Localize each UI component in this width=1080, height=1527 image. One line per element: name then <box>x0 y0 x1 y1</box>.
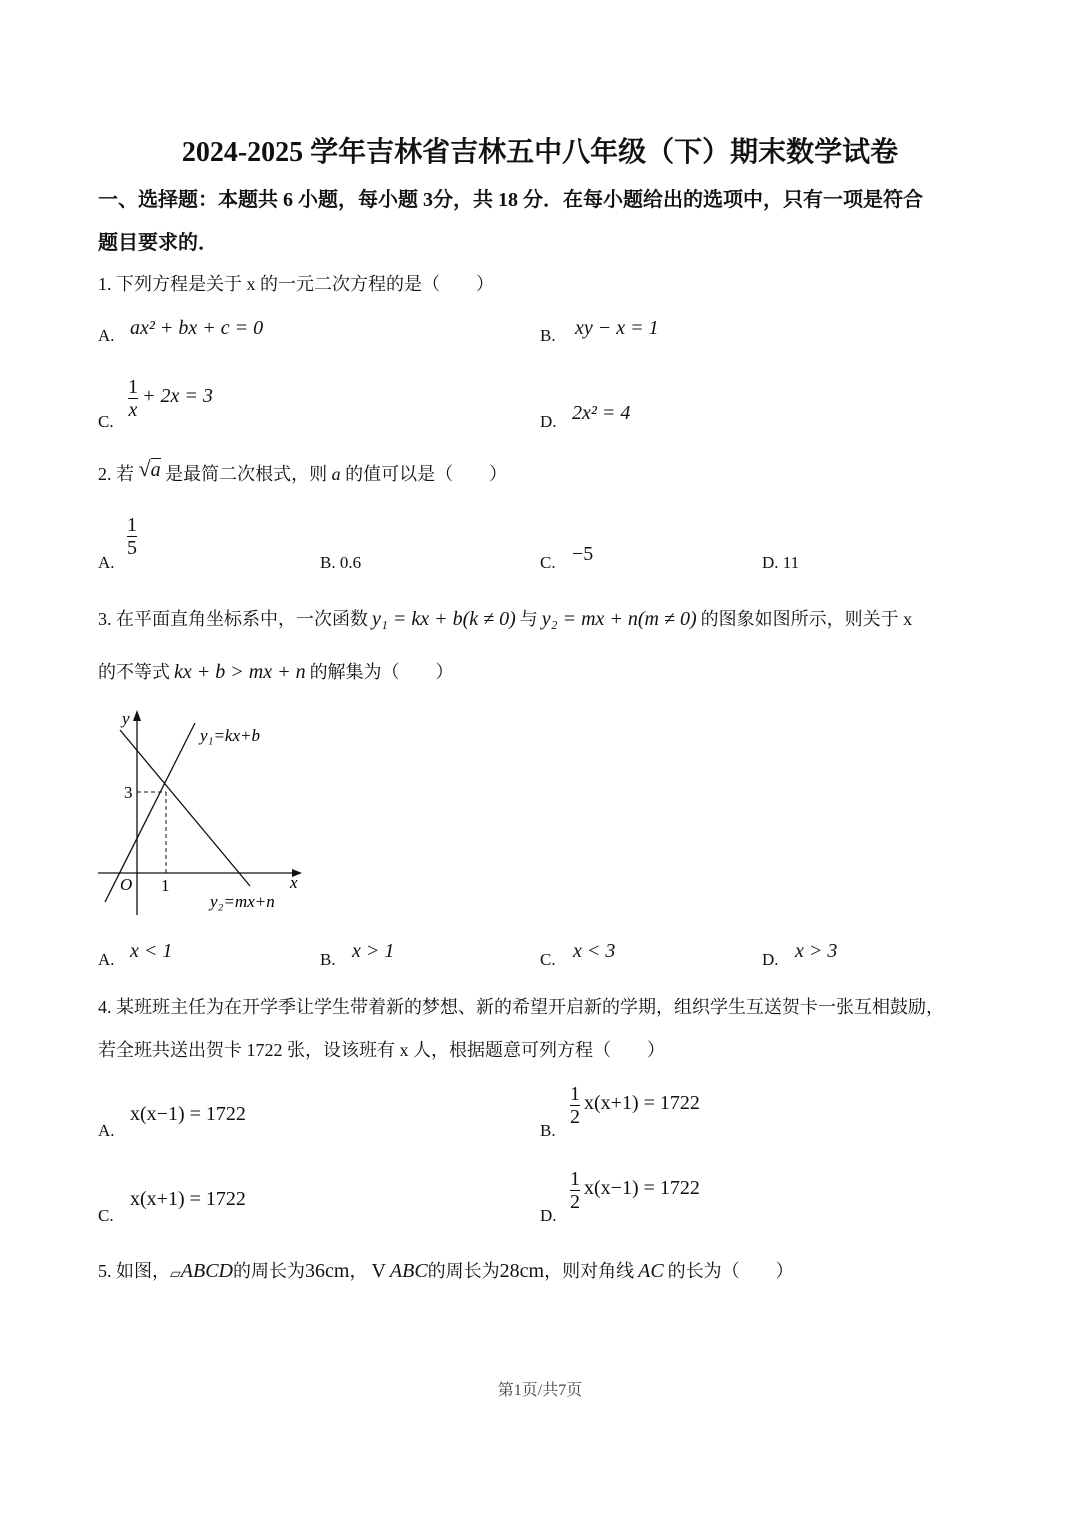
q4-option-a-label: A. <box>98 1121 115 1140</box>
fraction: $\frac{1}{5}$ <box>127 514 137 559</box>
q1-option-d-label: D. <box>540 412 557 431</box>
q3-graph <box>90 700 320 925</box>
line-y1 <box>105 723 195 902</box>
q3-option-a-expr: x < 1 <box>130 940 173 962</box>
line-y2-label: y₂=mx+n <box>210 892 275 911</box>
q4-option-a-expr: x(x−1) = 1722 <box>130 1103 246 1125</box>
q2-option-b: B. 0.6 <box>320 553 362 572</box>
sqrt-symbol: √a <box>138 456 161 481</box>
q3-option-c-label: C. <box>540 950 556 969</box>
q2-option-c-expr: −5 <box>572 543 594 565</box>
q4-stem-line1: 4. 某班班主任为在开学季让学生带着新的梦想、新的希望开启新的学期，组织学生互送贺卡一张互相鼓励， <box>98 997 944 1017</box>
q3-option-b-label: B. <box>320 950 336 969</box>
q3-option-a-label: A. <box>98 950 115 969</box>
q3-option-d-expr: x > 3 <box>795 940 838 962</box>
q3-stem-line1: 3. 在平面直角坐标系中，一次函数 y₁ = kx + b(k ≠ 0) 与 y₂ = mx + n(m ≠ 0) 的图象如图所示，则关于 x <box>98 608 913 630</box>
triangle-symbol: V <box>371 1260 386 1282</box>
q1-option-b-expr: xy − x = 1 <box>575 317 659 339</box>
fraction: $\frac{1}{2}$ <box>570 1083 580 1128</box>
q1-stem: 1. 下列方程是关于 x 的一元二次方程的是（ ） <box>98 274 494 294</box>
q1-option-d-expr: 2x² = 4 <box>572 402 631 424</box>
q2-option-a-expr <box>127 514 141 559</box>
q1-option-a-expr: ax² + bx + c = 0 <box>130 317 264 339</box>
fraction: $\frac{1}{2}$ <box>570 1168 580 1213</box>
q2-option-c-label: C. <box>540 553 556 572</box>
q5-stem: 5. 如图，▱ABCD的周长为36cm， V ABC的周长为28cm，则对角线 AC 的长为（ ） <box>98 1260 794 1282</box>
x-axis-label: x <box>290 873 298 892</box>
line-y1-label: y₁=kx+b <box>200 726 260 745</box>
fraction: $\frac{1}{x}$ <box>128 376 138 421</box>
y-axis-label: y <box>122 709 130 728</box>
q3-option-c-expr: x < 3 <box>573 940 616 962</box>
q3-stem-line2: 的不等式 kx + b > mx + n 的解集为（ ） <box>98 661 454 683</box>
q4-option-d-expr: $\frac{1}{2}$ x(x−1) = 1722 <box>570 1168 700 1213</box>
q3-option-d-label: D. <box>762 950 779 969</box>
origin-label: O <box>120 875 133 894</box>
q4-option-c-expr: x(x+1) = 1722 <box>130 1188 246 1210</box>
q4-stem-line2: 若全班共送出贺卡 1722 张，设该班有 x 人，根据题意可列方程（ ） <box>98 1040 665 1060</box>
q3-option-b-expr: x > 1 <box>352 940 395 962</box>
line-y2 <box>120 730 250 886</box>
page-title: 2024-2025 学年吉林省吉林五中八年级（下）期末数学试卷 <box>181 137 899 168</box>
q2-option-d: D. 11 <box>762 553 800 572</box>
x-tick-label: 1 <box>161 876 170 895</box>
q1-option-c-label: C. <box>98 412 114 431</box>
parallelogram-symbol: ▱ <box>170 1267 181 1282</box>
q1-option-c-expr: $\frac{1}{x}$ + 2x = 3 <box>128 376 213 421</box>
q4-option-c-label: C. <box>98 1206 114 1225</box>
section-heading-line2: 题目要求的． <box>98 232 218 254</box>
y-tick-label: 3 <box>124 783 133 802</box>
q2-stem: 2. 若 √a 是最简二次根式，则 a 的值可以是（ ） <box>98 456 508 484</box>
y-axis-arrow <box>133 710 141 721</box>
q1-option-b-label: B. <box>540 326 556 345</box>
page-footer: 第1页/共7页 <box>497 1382 583 1399</box>
q4-option-b-expr: $\frac{1}{2}$ x(x+1) = 1722 <box>570 1083 700 1128</box>
q4-option-b-label: B. <box>540 1121 556 1140</box>
q4-option-d-label: D. <box>540 1206 557 1225</box>
q2-option-a-label: A. <box>98 553 115 572</box>
q1-option-a-label: A. <box>98 326 115 345</box>
section-heading-line1: 一、选择题：本题共 6 小题，每小题 3分，共 18 分．在每小题给出的选项中，只有一项是符合 <box>98 189 923 211</box>
